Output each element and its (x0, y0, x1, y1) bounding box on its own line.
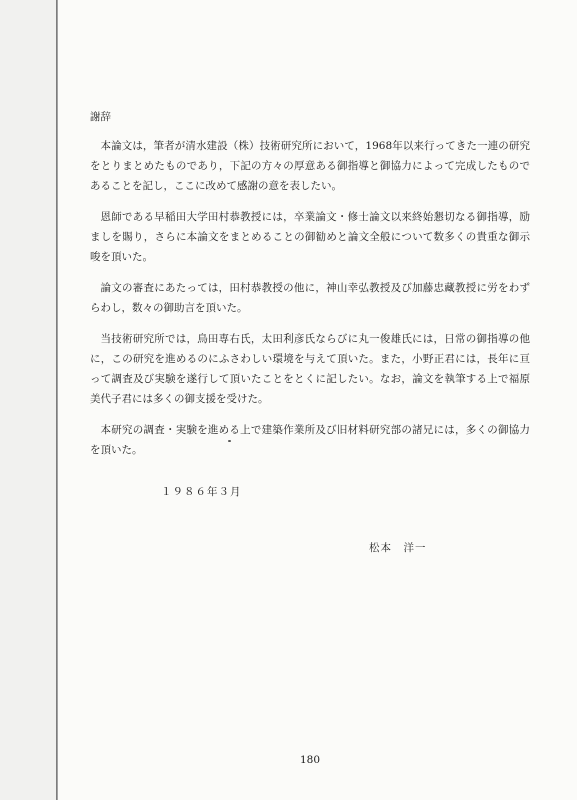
section-heading: 謝辞 (90, 111, 111, 123)
date-line: １９８６年３月 (161, 486, 242, 498)
paragraph-institute: 当技術研究所では，鳥田専右氏，太田利彦氏ならびに丸一俊雄氏には，日常の御指導の他に，この研究を進めるのにふさわしい環境を与えて頂いた。また，小野正君には，長年に亘って調査及び実験を遂行して頂いたことをとくに記したい。なお，論文を執筆する上で福原美代子君には多くの御支援を受けた。 (90, 333, 530, 405)
paragraph-intro: 本論文は，筆者が清水建設（株）技術研究所において，1968年以来行ってきた一連の研究をとりまとめたものであり，下記の方々の厚意ある御指導と御協力によって完成したものであることを記し，ここに改めて感謝の意を表したい。 (90, 140, 530, 192)
author-name: 松本 洋一 (369, 542, 427, 554)
paragraph-reviewers: 論文の審査にあたっては，田村恭教授の他に，神山幸弘教授及び加藤忠藏教授に労をわずらわし，数々の御助言を頂いた。 (90, 282, 530, 314)
page-number: 180 (300, 754, 321, 766)
acknowledgments-section (90, 109, 530, 471)
binding-margin (0, 0, 56, 800)
paragraph-advisor: 恩師である早稲田大学田村恭教授には，卒業論文・修士論文以来終始懇切なる御指導，励ましを賜り，さらに本論文をまとめることの御勧めと論文全般について数多くの貴重な御示唆を頂いた。 (90, 211, 530, 263)
scan-speck (228, 440, 231, 442)
binding-edge-line (56, 0, 58, 800)
paragraph-cooperation: 本研究の調査・実験を進める上で建築作業所及び旧材料研究部の諸兄には，多くの御協力を頂いた。 (90, 424, 530, 456)
